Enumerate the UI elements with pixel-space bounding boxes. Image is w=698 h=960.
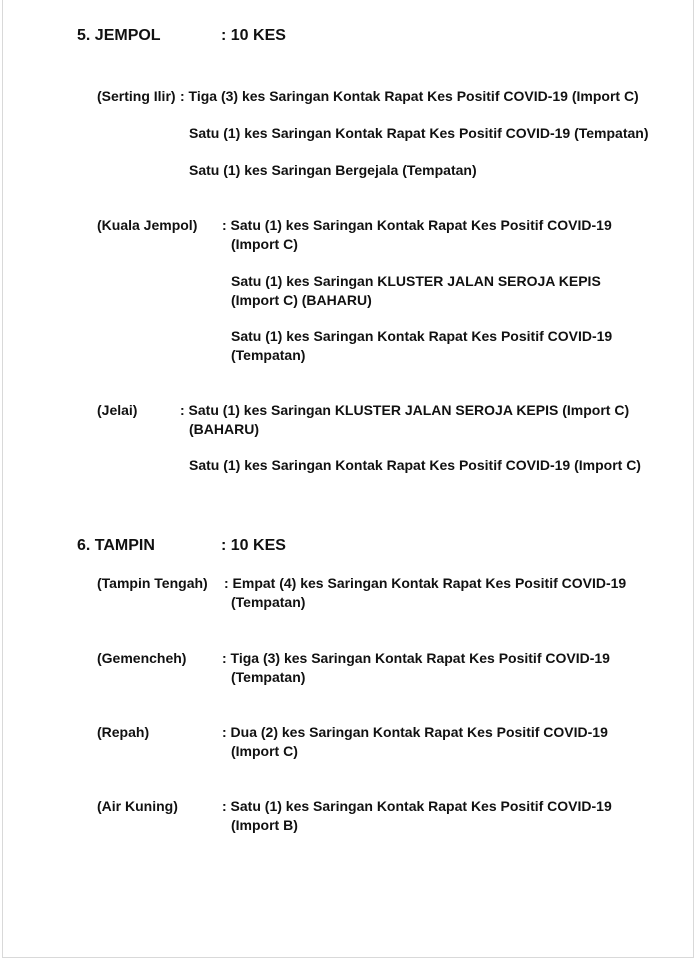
case-entry-line: : Tiga (3) kes Saringan Kontak Rapat Kes Positif COVID-19 — [222, 650, 610, 666]
case-entry-line: Satu (1) kes Saringan Kontak Rapat Kes Positif COVID-19 (Tempatan) — [189, 125, 649, 141]
case-entry-line: (Tempatan) — [231, 669, 306, 685]
area-name: (Jelai) — [97, 402, 138, 418]
document-page — [2, 0, 694, 958]
case-entry-line: : Empat (4) kes Saringan Kontak Rapat Kes Positif COVID-19 — [224, 575, 627, 591]
area-name: (Kuala Jempol) — [97, 217, 198, 233]
case-entry-line: (Import C) — [231, 236, 298, 252]
case-entry-line: (Import C) (BAHARU) — [231, 292, 372, 308]
area-name: (Serting Ilir) — [97, 88, 176, 104]
section-count: : 10 KES — [221, 27, 286, 44]
case-entry-line: : Satu (1) kes Saringan Kontak Rapat Kes Positif COVID-19 — [222, 217, 612, 233]
case-entry-line: : Satu (1) kes Saringan KLUSTER JALAN SEROJA KEPIS (Import C) — [180, 402, 630, 418]
case-entry-line: (Tempatan) — [231, 347, 306, 363]
case-entry-line: (Tempatan) — [231, 594, 306, 610]
section-heading: 5. JEMPOL — [77, 27, 161, 44]
case-entry-line: Satu (1) kes Saringan Kontak Rapat Kes Positif COVID-19 — [231, 328, 613, 344]
case-entry-line: Satu (1) kes Saringan Bergejala (Tempatan) — [189, 162, 477, 178]
section-heading: 6. TAMPIN — [77, 537, 155, 554]
case-entry-line: : Tiga (3) kes Saringan Kontak Rapat Kes Positif COVID-19 (Import C) — [180, 88, 639, 104]
area-name: (Air Kuning) — [97, 798, 178, 814]
case-entry-line: (Import B) — [231, 817, 298, 833]
case-entry-line: (Import C) — [231, 743, 298, 759]
case-entry-line: (BAHARU) — [189, 421, 259, 437]
case-entry-line: : Satu (1) kes Saringan Kontak Rapat Kes Positif COVID-19 — [222, 798, 612, 814]
case-entry-line: : Dua (2) kes Saringan Kontak Rapat Kes Positif COVID-19 — [222, 724, 608, 740]
section-count: : 10 KES — [221, 537, 286, 554]
area-name: (Gemencheh) — [97, 650, 187, 666]
area-name: (Tampin Tengah) — [97, 575, 208, 591]
case-entry-line: Satu (1) kes Saringan Kontak Rapat Kes Positif COVID-19 (Import C) — [189, 457, 641, 473]
area-name: (Repah) — [97, 724, 150, 740]
case-entry-line: Satu (1) kes Saringan KLUSTER JALAN SEROJA KEPIS — [231, 273, 601, 289]
